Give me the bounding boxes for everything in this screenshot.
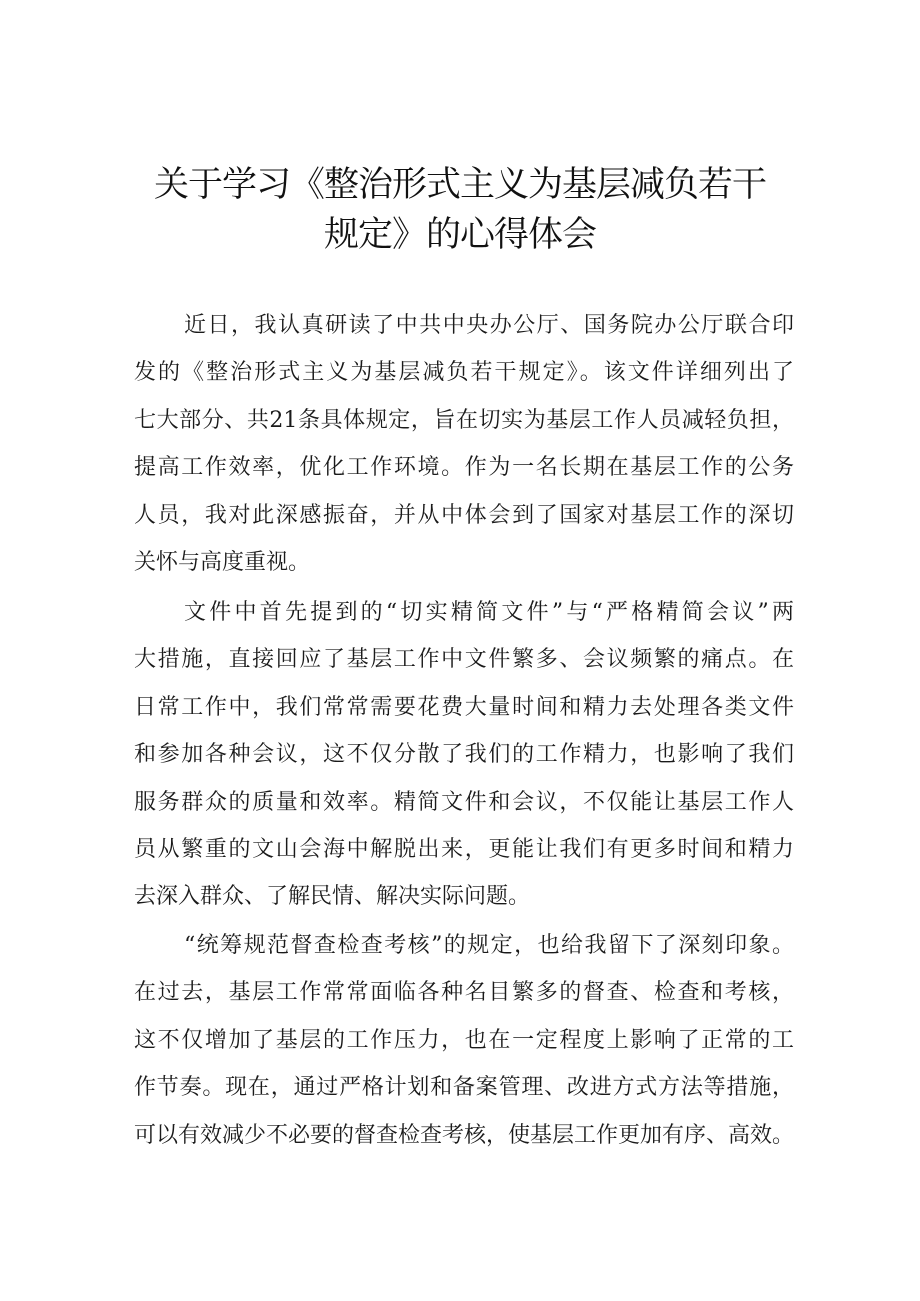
paragraph-line: 作节奏。现在，通过严格计划和备案管理、改进方式方法等措施， xyxy=(134,1075,794,1101)
paragraph-line: 服务群众的质量和效率。精简文件和会议，不仅能让基层工作人 xyxy=(134,789,794,815)
paragraph-3 xyxy=(134,922,794,1159)
paragraph-line: 和参加各种会议，这不仅分散了我们的工作精力，也影响了我们 xyxy=(134,742,794,768)
paragraph-line: “统筹规范督查检查考核”的规定，也给我留下了深刻印象。 xyxy=(184,933,794,958)
paragraph-line: 人员，我对此深感振奋，并从中体会到了国家对基层工作的深切 xyxy=(134,502,794,528)
paragraph-line: 文件中首先提到的“切实精简文件”与“严格精简会议”两 xyxy=(184,600,794,625)
paragraph-line: 近日，我认真研读了中共中央办公厅、国务院办公厅联合印 xyxy=(184,313,794,338)
paragraph-line: 这不仅增加了基层的工作压力，也在一定程度上影响了正常的工 xyxy=(134,1027,794,1053)
paragraph-line: 提高工作效率，优化工作环境。作为一名长期在基层工作的公务 xyxy=(134,455,794,481)
title-line-1: 关于学习《整治形式主义为基层减负若干 xyxy=(153,165,766,205)
paragraph-line: 日常工作中，我们常常需要花费大量时间和精力去处理各类文件 xyxy=(134,694,794,720)
paragraph-line: 去深入群众、了解民情、解决实际问题。 xyxy=(134,884,531,910)
paragraph-line: 七大部分、共21条具体规定，旨在切实为基层工作人员减轻负担， xyxy=(134,407,794,433)
title-line-2: 规定》的心得体会 xyxy=(323,215,596,255)
paragraph-1 xyxy=(134,302,794,586)
document-title xyxy=(0,160,920,260)
paragraph-line: 可以有效减少不必要的督查检查考核，使基层工作更加有序、高效。 xyxy=(134,1122,795,1148)
paragraph-line: 在过去，基层工作常常面临各种名目繁多的督查、检查和考核， xyxy=(134,980,794,1006)
paragraph-2 xyxy=(134,589,794,921)
paragraph-line: 员从繁重的文山会海中解脱出来，更能让我们有更多时间和精力 xyxy=(134,836,794,862)
paragraph-line: 发的《整治形式主义为基层减负若干规定》。该文件详细列出了 xyxy=(134,360,794,386)
paragraph-line: 关怀与高度重视。 xyxy=(134,549,311,575)
paragraph-line: 大措施，直接回应了基层工作中文件繁多、会议频繁的痛点。在 xyxy=(134,647,794,673)
